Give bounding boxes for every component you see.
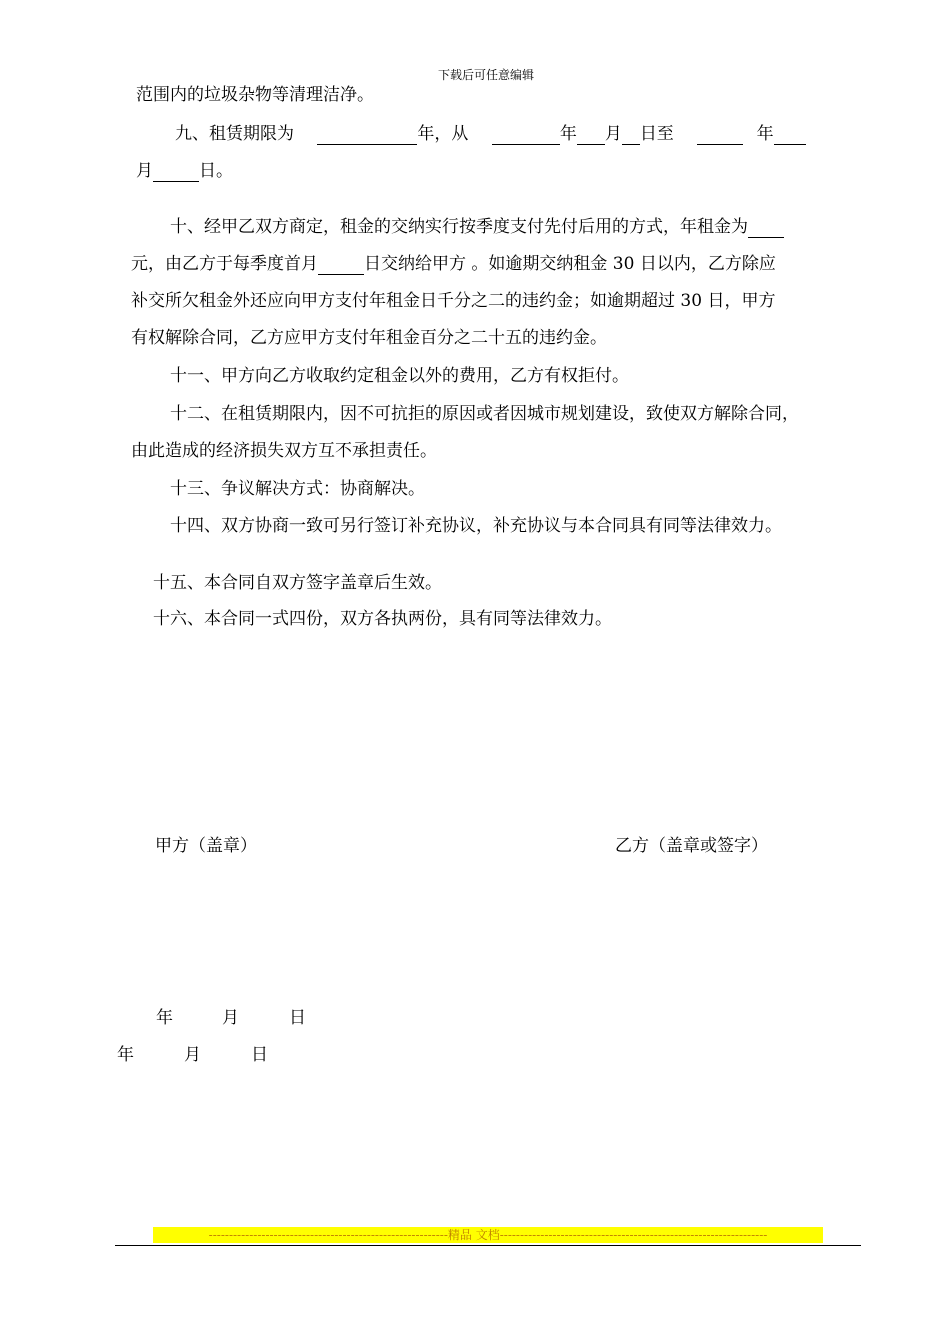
footer-divider (115, 1245, 861, 1246)
clause-9-text-b: 年，从 (417, 124, 469, 144)
clause-14: 十四、双方协商一致可另行签订补充协议，补充协议与本合同具有同等法律效力。 (170, 516, 782, 536)
clause-9-line-2 (136, 160, 233, 182)
clause-9-text-a: 九、租赁期限为 (175, 124, 294, 144)
clause-10-text-2b: 日交纳给甲方 。如逾期交纳租金 30 日以内，乙方除应 (364, 254, 776, 274)
paragraph-line: 范围内的垃圾杂物等清理洁净。 (136, 85, 374, 105)
clause-10-text-2a: 元，由乙方于每季度首月 (131, 254, 318, 274)
clause-9-text-d: 月 (604, 124, 622, 144)
clause-13: 十三、争议解决方式：协商解决。 (170, 479, 425, 499)
clause-9-text-h: 日。 (199, 161, 233, 181)
blank-field (577, 126, 605, 145)
clause-9-line-1 (175, 123, 806, 145)
clause-16: 十六、本合同一式四份，双方各执两份，具有同等法律效力。 (153, 609, 612, 629)
clause-11: 十一、甲方向乙方收取约定租金以外的费用，乙方有权拒付。 (170, 366, 629, 386)
date-day-label: 日 (289, 1008, 306, 1028)
clause-10-line-2 (131, 253, 776, 275)
party-a-signature-label: 甲方（盖章） (155, 836, 257, 856)
blank-field (317, 126, 417, 145)
clause-12-line-2: 由此造成的经济损失双方互不承担责任。 (131, 441, 437, 461)
clause-10-line-4: 有权解除合同，乙方应甲方支付年租金百分之二十五的违约金。 (131, 328, 607, 348)
clause-10-line-3: 补交所欠租金外还应向甲方支付年租金日千分之二的违约金；如逾期超过 30 日，甲方 (131, 291, 776, 311)
party-b-signature-label: 乙方（盖章或签字） (615, 836, 768, 856)
blank-field (492, 126, 560, 145)
date-month-label: 月 (222, 1008, 239, 1028)
date-year-label: 年 (117, 1045, 134, 1065)
blank-field (697, 126, 743, 145)
blank-field (153, 163, 199, 182)
clause-9-text-e: 日至 (639, 124, 674, 144)
date-year-label: 年 (156, 1008, 173, 1028)
clause-10-line-1 (170, 216, 784, 238)
blank-field (748, 219, 784, 238)
date-day-label: 日 (251, 1045, 268, 1065)
clause-9-text-g: 月 (136, 161, 153, 181)
blank-field (318, 256, 364, 275)
clause-9-text-c: 年 (559, 124, 577, 144)
date-month-label: 月 (184, 1045, 201, 1065)
blank-field (774, 126, 806, 145)
clause-12-line-1: 十二、在租赁期限内，因不可抗拒的原因或者因城市规划建设，致使双方解除合同， (170, 404, 799, 424)
clause-9-text-f: 年 (756, 124, 774, 144)
header-note: 下载后可任意编辑 (438, 68, 535, 82)
blank-field (622, 126, 640, 145)
clause-10-text-1: 十、经甲乙双方商定，租金的交纳实行按季度支付先付后用的方式，年租金为 (170, 217, 748, 237)
footer-text: -----------------------------------------------------------精品 文档------------------------------------------------------------------ (208, 1228, 768, 1242)
clause-15: 十五、本合同自双方签字盖章后生效。 (153, 573, 442, 593)
